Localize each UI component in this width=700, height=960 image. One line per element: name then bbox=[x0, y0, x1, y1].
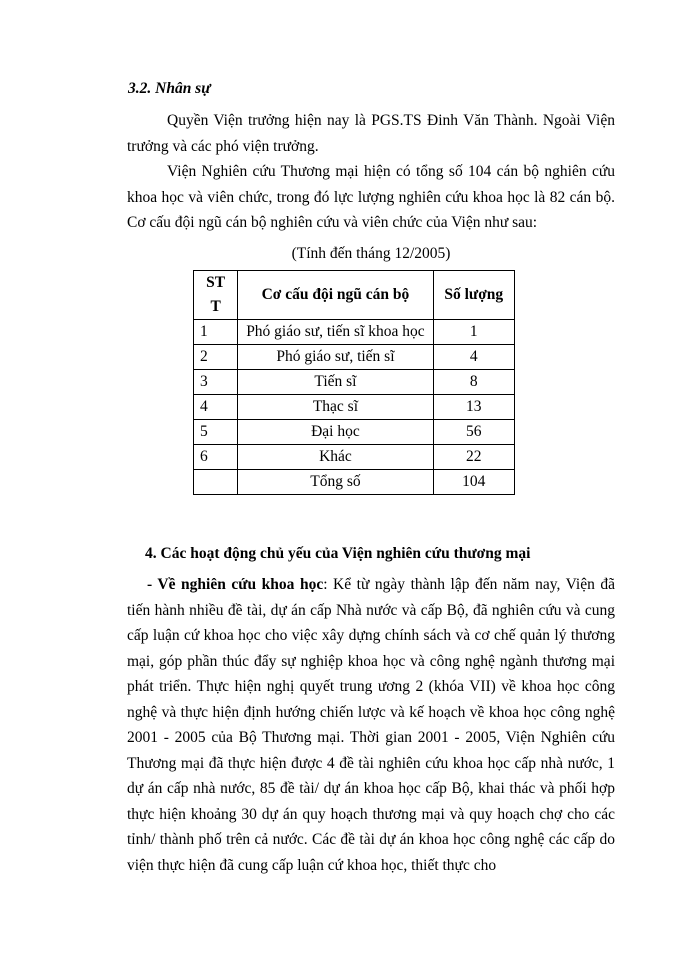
table-row bbox=[194, 395, 515, 420]
research-lead-label: - Về nghiên cứu khoa học bbox=[147, 576, 324, 593]
cell-structure: Phó giáo sư, tiến sĩ khoa học bbox=[238, 320, 433, 345]
table-total-row bbox=[194, 470, 515, 495]
cell-quantity: 56 bbox=[433, 420, 514, 445]
staff-structure-table bbox=[193, 270, 515, 495]
table-caption: (Tính đến tháng 12/2005) bbox=[291, 245, 451, 262]
table-header-row bbox=[194, 271, 515, 320]
cell-quantity: 22 bbox=[433, 445, 514, 470]
table-row bbox=[194, 320, 515, 345]
cell-stt: 1 bbox=[194, 320, 238, 345]
table-row bbox=[194, 445, 515, 470]
table-row bbox=[194, 420, 515, 445]
cell-stt bbox=[194, 470, 238, 495]
cell-stt: 2 bbox=[194, 345, 238, 370]
header-quantity: Số lượng bbox=[433, 271, 514, 320]
cell-structure: Khác bbox=[238, 445, 433, 470]
section-heading-4: 4. Các hoạt động chủ yếu của Viện nghiên cứu thương mại bbox=[145, 545, 531, 562]
cell-stt: 6 bbox=[194, 445, 238, 470]
section-heading-3-2: 3.2. Nhân sự bbox=[128, 80, 211, 97]
cell-structure: Thạc sĩ bbox=[238, 395, 433, 420]
table-row bbox=[194, 370, 515, 395]
cell-quantity: 13 bbox=[433, 395, 514, 420]
cell-structure: Tiến sĩ bbox=[238, 370, 433, 395]
header-structure: Cơ cấu đội ngũ cán bộ bbox=[238, 271, 433, 320]
cell-quantity: 1 bbox=[433, 320, 514, 345]
cell-total-quantity: 104 bbox=[433, 470, 514, 495]
cell-quantity: 4 bbox=[433, 345, 514, 370]
paragraph-research-activities bbox=[127, 572, 615, 878]
paragraph-staff-count: Viện Nghiên cứu Thương mại hiện có tổng số 104 cán bộ nghiên cứu khoa học và viên chức, trong đó lực lượng nghiên cứu khoa học là 82 cán bộ. Cơ cấu đội ngũ cán bộ nghiên cứu và viên chức của Viện như sau: bbox=[127, 163, 615, 231]
cell-structure: Phó giáo sư, tiến sĩ bbox=[238, 345, 433, 370]
research-body-text: : Kể từ ngày thành lập đến năm nay, Viện đã tiến hành nhiều đề tài, dự án cấp Nhà nước và cấp Bộ, đã nghiên cứu và cung cấp luận cứ khoa học cho việc xây dựng chính sách và cơ chế quản lý thương mại, góp phần thúc đẩy sự nghiệp khoa học và công nghệ ngành thương mại phát triển. Thực hiện nghị quyết trung ương 2 (khóa VII) về khoa học công nghệ và thực hiện định hướng chiến lược và kế hoạch về khoa học công nghệ 2001 - 2005 của Bộ Thương mại. Thời gian 2001 - 2005, Viện Nghiên cứu Thương mại đã thực hiện được 4 đề tài nghiên cứu khoa học cấp nhà nước, 1 dự án cấp nhà nước, 85 đề tài/ dự án khoa học cấp Bộ, khai thác và phối hợp thực hiện khoảng 30 dự án quy hoạch thương mại và quy hoạch chợ cho các tỉnh/ thành phố trên cả nước. Các đề tài dự án khoa học công nghệ các cấp do viện thực hiện đã cung cấp luận cứ khoa học, thiết thực cho bbox=[127, 576, 616, 874]
header-stt: ST T bbox=[194, 271, 238, 320]
table-row bbox=[194, 345, 515, 370]
cell-stt: 4 bbox=[194, 395, 238, 420]
cell-total-label: Tổng số bbox=[238, 470, 433, 495]
paragraph-director: Quyền Viện trưởng hiện nay là PGS.TS Đinh Văn Thành. Ngoài Viện trưởng và các phó viện trưởng. bbox=[127, 112, 615, 155]
cell-quantity: 8 bbox=[433, 370, 514, 395]
cell-structure: Đại học bbox=[238, 420, 433, 445]
cell-stt: 3 bbox=[194, 370, 238, 395]
cell-stt: 5 bbox=[194, 420, 238, 445]
